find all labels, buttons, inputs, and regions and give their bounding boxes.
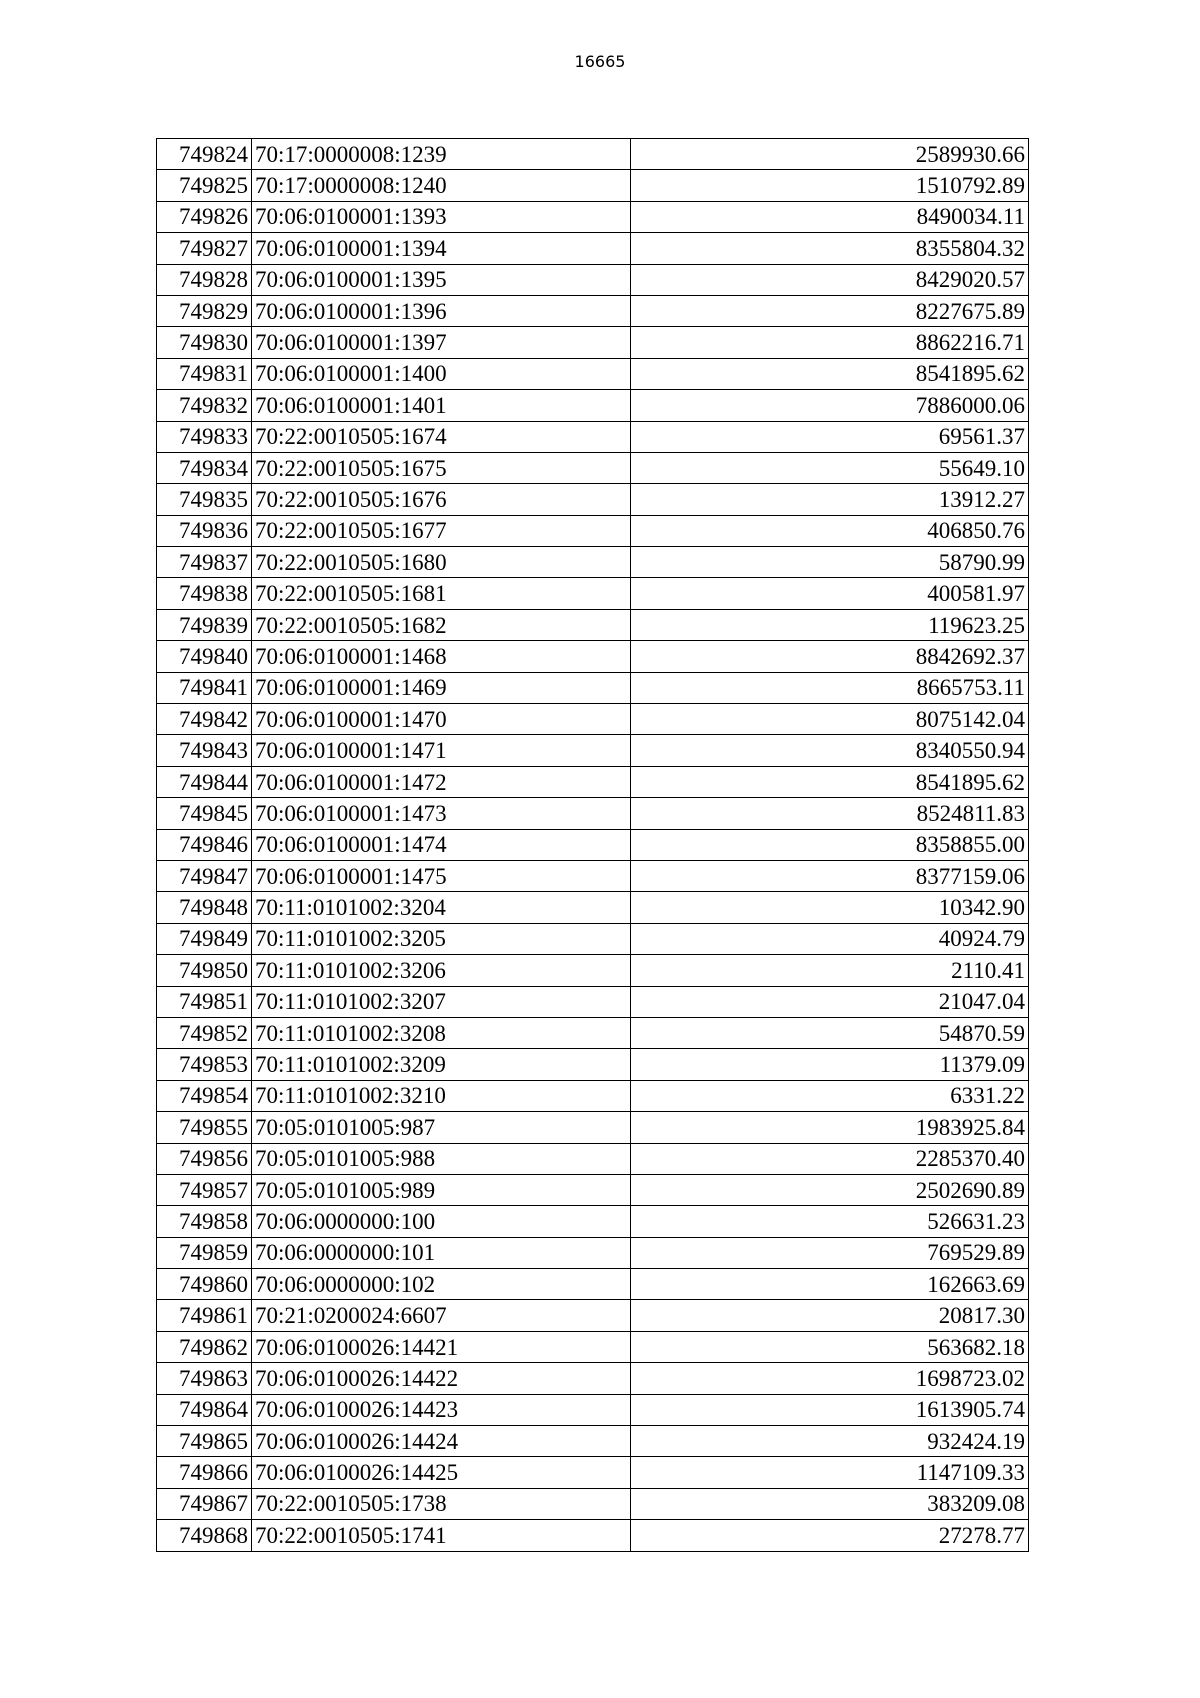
row-number-cell: 749834 bbox=[157, 452, 252, 483]
cadastral-value-cell: 406850.76 bbox=[631, 515, 1029, 546]
table-row bbox=[157, 515, 1029, 546]
row-number-cell: 749848 bbox=[157, 892, 252, 923]
cadastral-number-cell: 70:06:0100026:14424 bbox=[252, 1426, 631, 1457]
row-number-cell: 749841 bbox=[157, 672, 252, 703]
row-number-cell: 749847 bbox=[157, 860, 252, 891]
cadastral-number-cell: 70:06:0100001:1475 bbox=[252, 860, 631, 891]
cadastral-number-cell: 70:17:0000008:1240 bbox=[252, 170, 631, 201]
cadastral-number-cell: 70:22:0010505:1675 bbox=[252, 452, 631, 483]
row-number-cell: 749828 bbox=[157, 264, 252, 295]
cadastral-value-cell: 20817.30 bbox=[631, 1300, 1029, 1331]
cadastral-value-cell: 8075142.04 bbox=[631, 704, 1029, 735]
table-row bbox=[157, 860, 1029, 891]
table-row bbox=[157, 170, 1029, 201]
cadastral-value-cell: 8541895.62 bbox=[631, 358, 1029, 389]
row-number-cell: 749849 bbox=[157, 923, 252, 954]
cadastral-value-cell: 58790.99 bbox=[631, 547, 1029, 578]
table-row bbox=[157, 1394, 1029, 1425]
table-body bbox=[157, 139, 1029, 1552]
table-row bbox=[157, 641, 1029, 672]
table-row bbox=[157, 1174, 1029, 1205]
cadastral-value-cell: 563682.18 bbox=[631, 1331, 1029, 1362]
cadastral-number-cell: 70:06:0100001:1474 bbox=[252, 829, 631, 860]
table-row bbox=[157, 798, 1029, 829]
cadastral-value-cell: 8377159.06 bbox=[631, 860, 1029, 891]
row-number-cell: 749856 bbox=[157, 1143, 252, 1174]
cadastral-value-cell: 8340550.94 bbox=[631, 735, 1029, 766]
row-number-cell: 749830 bbox=[157, 327, 252, 358]
table-row bbox=[157, 609, 1029, 640]
cadastral-number-cell: 70:06:0100001:1393 bbox=[252, 201, 631, 232]
page-number: 16665 bbox=[574, 52, 626, 71]
table-row bbox=[157, 1488, 1029, 1519]
cadastral-value-cell: 8665753.11 bbox=[631, 672, 1029, 703]
cadastral-value-cell: 27278.77 bbox=[631, 1520, 1029, 1551]
table-row bbox=[157, 1457, 1029, 1488]
row-number-cell: 749865 bbox=[157, 1426, 252, 1457]
table-row bbox=[157, 735, 1029, 766]
cadastral-value-cell: 1147109.33 bbox=[631, 1457, 1029, 1488]
table-row bbox=[157, 295, 1029, 326]
cadastral-number-cell: 70:21:0200024:6607 bbox=[252, 1300, 631, 1331]
cadastral-number-cell: 70:22:0010505:1680 bbox=[252, 547, 631, 578]
table-row bbox=[157, 233, 1029, 264]
table-row bbox=[157, 704, 1029, 735]
table-row bbox=[157, 201, 1029, 232]
table-row bbox=[157, 1017, 1029, 1048]
table-row bbox=[157, 452, 1029, 483]
table-row bbox=[157, 1112, 1029, 1143]
cadastral-number-cell: 70:06:0000000:102 bbox=[252, 1269, 631, 1300]
row-number-cell: 749824 bbox=[157, 139, 252, 170]
cadastral-number-cell: 70:06:0100026:14423 bbox=[252, 1394, 631, 1425]
cadastral-value-cell: 10342.90 bbox=[631, 892, 1029, 923]
row-number-cell: 749861 bbox=[157, 1300, 252, 1331]
cadastral-value-cell: 8227675.89 bbox=[631, 295, 1029, 326]
cadastral-value-cell: 8524811.83 bbox=[631, 798, 1029, 829]
cadastral-value-cell: 8842692.37 bbox=[631, 641, 1029, 672]
cadastral-number-cell: 70:06:0100001:1470 bbox=[252, 704, 631, 735]
cadastral-value-cell: 383209.08 bbox=[631, 1488, 1029, 1519]
table-row bbox=[157, 1426, 1029, 1457]
cadastral-value-cell: 13912.27 bbox=[631, 484, 1029, 515]
cadastral-value-cell: 1983925.84 bbox=[631, 1112, 1029, 1143]
row-number-cell: 749857 bbox=[157, 1174, 252, 1205]
row-number-cell: 749867 bbox=[157, 1488, 252, 1519]
table-row bbox=[157, 327, 1029, 358]
cadastral-value-cell: 1510792.89 bbox=[631, 170, 1029, 201]
cadastral-number-cell: 70:05:0101005:987 bbox=[252, 1112, 631, 1143]
row-number-cell: 749853 bbox=[157, 1049, 252, 1080]
table-row bbox=[157, 923, 1029, 954]
cadastral-value-cell: 400581.97 bbox=[631, 578, 1029, 609]
row-number-cell: 749836 bbox=[157, 515, 252, 546]
table-row bbox=[157, 390, 1029, 421]
table-row bbox=[157, 766, 1029, 797]
cadastral-value-cell: 21047.04 bbox=[631, 986, 1029, 1017]
row-number-cell: 749859 bbox=[157, 1237, 252, 1268]
table-row bbox=[157, 1206, 1029, 1237]
row-number-cell: 749844 bbox=[157, 766, 252, 797]
row-number-cell: 749838 bbox=[157, 578, 252, 609]
cadastral-number-cell: 70:06:0000000:101 bbox=[252, 1237, 631, 1268]
row-number-cell: 749827 bbox=[157, 233, 252, 264]
cadastral-number-cell: 70:06:0100001:1469 bbox=[252, 672, 631, 703]
cadastral-number-cell: 70:06:0100001:1471 bbox=[252, 735, 631, 766]
cadastral-value-cell: 8862216.71 bbox=[631, 327, 1029, 358]
row-number-cell: 749837 bbox=[157, 547, 252, 578]
cadastral-value-cell: 6331.22 bbox=[631, 1080, 1029, 1111]
cadastral-value-cell: 769529.89 bbox=[631, 1237, 1029, 1268]
row-number-cell: 749845 bbox=[157, 798, 252, 829]
cadastral-value-cell: 2110.41 bbox=[631, 955, 1029, 986]
cadastral-value-cell: 932424.19 bbox=[631, 1426, 1029, 1457]
row-number-cell: 749860 bbox=[157, 1269, 252, 1300]
table-row bbox=[157, 1363, 1029, 1394]
cadastral-number-cell: 70:06:0100001:1468 bbox=[252, 641, 631, 672]
cadastral-value-cell: 55649.10 bbox=[631, 452, 1029, 483]
cadastral-number-cell: 70:22:0010505:1682 bbox=[252, 609, 631, 640]
cadastral-value-cell: 2589930.66 bbox=[631, 139, 1029, 170]
row-number-cell: 749852 bbox=[157, 1017, 252, 1048]
table-row bbox=[157, 1080, 1029, 1111]
table-row bbox=[157, 484, 1029, 515]
cadastral-number-cell: 70:22:0010505:1677 bbox=[252, 515, 631, 546]
table-row bbox=[157, 421, 1029, 452]
table-row bbox=[157, 986, 1029, 1017]
cadastral-value-cell: 7886000.06 bbox=[631, 390, 1029, 421]
cadastral-value-cell: 1698723.02 bbox=[631, 1363, 1029, 1394]
cadastral-number-cell: 70:11:0101002:3205 bbox=[252, 923, 631, 954]
table-row bbox=[157, 829, 1029, 860]
row-number-cell: 749839 bbox=[157, 609, 252, 640]
cadastral-value-cell: 8541895.62 bbox=[631, 766, 1029, 797]
cadastral-value-cell: 69561.37 bbox=[631, 421, 1029, 452]
cadastral-value-cell: 162663.69 bbox=[631, 1269, 1029, 1300]
row-number-cell: 749868 bbox=[157, 1520, 252, 1551]
row-number-cell: 749846 bbox=[157, 829, 252, 860]
cadastral-value-table bbox=[156, 138, 1029, 1552]
cadastral-number-cell: 70:22:0010505:1676 bbox=[252, 484, 631, 515]
cadastral-number-cell: 70:06:0100001:1396 bbox=[252, 295, 631, 326]
cadastral-number-cell: 70:05:0101005:989 bbox=[252, 1174, 631, 1205]
table-row bbox=[157, 1300, 1029, 1331]
cadastral-number-cell: 70:06:0100026:14422 bbox=[252, 1363, 631, 1394]
cadastral-number-cell: 70:17:0000008:1239 bbox=[252, 139, 631, 170]
row-number-cell: 749858 bbox=[157, 1206, 252, 1237]
cadastral-number-cell: 70:22:0010505:1674 bbox=[252, 421, 631, 452]
cadastral-value-cell: 40924.79 bbox=[631, 923, 1029, 954]
table-row bbox=[157, 578, 1029, 609]
row-number-cell: 749826 bbox=[157, 201, 252, 232]
row-number-cell: 749825 bbox=[157, 170, 252, 201]
cadastral-number-cell: 70:11:0101002:3209 bbox=[252, 1049, 631, 1080]
cadastral-number-cell: 70:06:0100026:14421 bbox=[252, 1331, 631, 1362]
row-number-cell: 749829 bbox=[157, 295, 252, 326]
cadastral-number-cell: 70:06:0100001:1395 bbox=[252, 264, 631, 295]
row-number-cell: 749843 bbox=[157, 735, 252, 766]
table-row bbox=[157, 1331, 1029, 1362]
cadastral-number-cell: 70:05:0101005:988 bbox=[252, 1143, 631, 1174]
cadastral-number-cell: 70:11:0101002:3207 bbox=[252, 986, 631, 1017]
table-row bbox=[157, 264, 1029, 295]
row-number-cell: 749851 bbox=[157, 986, 252, 1017]
cadastral-value-cell: 8490034.11 bbox=[631, 201, 1029, 232]
cadastral-value-cell: 11379.09 bbox=[631, 1049, 1029, 1080]
cadastral-number-cell: 70:06:0100001:1472 bbox=[252, 766, 631, 797]
cadastral-number-cell: 70:06:0100001:1400 bbox=[252, 358, 631, 389]
cadastral-value-cell: 54870.59 bbox=[631, 1017, 1029, 1048]
cadastral-number-cell: 70:11:0101002:3206 bbox=[252, 955, 631, 986]
table-row bbox=[157, 1049, 1029, 1080]
row-number-cell: 749832 bbox=[157, 390, 252, 421]
cadastral-number-cell: 70:11:0101002:3204 bbox=[252, 892, 631, 923]
cadastral-number-cell: 70:06:0000000:100 bbox=[252, 1206, 631, 1237]
cadastral-number-cell: 70:22:0010505:1681 bbox=[252, 578, 631, 609]
cadastral-number-cell: 70:11:0101002:3210 bbox=[252, 1080, 631, 1111]
row-number-cell: 749840 bbox=[157, 641, 252, 672]
cadastral-value-cell: 2285370.40 bbox=[631, 1143, 1029, 1174]
row-number-cell: 749850 bbox=[157, 955, 252, 986]
row-number-cell: 749862 bbox=[157, 1331, 252, 1362]
table-row bbox=[157, 672, 1029, 703]
cadastral-value-cell: 8429020.57 bbox=[631, 264, 1029, 295]
table-row bbox=[157, 955, 1029, 986]
cadastral-value-cell: 8355804.32 bbox=[631, 233, 1029, 264]
cadastral-value-cell: 119623.25 bbox=[631, 609, 1029, 640]
cadastral-value-cell: 8358855.00 bbox=[631, 829, 1029, 860]
table-row bbox=[157, 1520, 1029, 1551]
table-row bbox=[157, 892, 1029, 923]
cadastral-value-cell: 1613905.74 bbox=[631, 1394, 1029, 1425]
cadastral-number-cell: 70:06:0100026:14425 bbox=[252, 1457, 631, 1488]
row-number-cell: 749835 bbox=[157, 484, 252, 515]
row-number-cell: 749831 bbox=[157, 358, 252, 389]
cadastral-number-cell: 70:22:0010505:1741 bbox=[252, 1520, 631, 1551]
table-row bbox=[157, 139, 1029, 170]
row-number-cell: 749833 bbox=[157, 421, 252, 452]
cadastral-number-cell: 70:11:0101002:3208 bbox=[252, 1017, 631, 1048]
cadastral-value-cell: 2502690.89 bbox=[631, 1174, 1029, 1205]
table-row bbox=[157, 358, 1029, 389]
cadastral-value-cell: 526631.23 bbox=[631, 1206, 1029, 1237]
table-row bbox=[157, 1269, 1029, 1300]
cadastral-number-cell: 70:06:0100001:1473 bbox=[252, 798, 631, 829]
cadastral-number-cell: 70:06:0100001:1397 bbox=[252, 327, 631, 358]
cadastral-number-cell: 70:06:0100001:1401 bbox=[252, 390, 631, 421]
cadastral-number-cell: 70:06:0100001:1394 bbox=[252, 233, 631, 264]
row-number-cell: 749855 bbox=[157, 1112, 252, 1143]
row-number-cell: 749864 bbox=[157, 1394, 252, 1425]
table-row bbox=[157, 1237, 1029, 1268]
row-number-cell: 749842 bbox=[157, 704, 252, 735]
row-number-cell: 749866 bbox=[157, 1457, 252, 1488]
cadastral-number-cell: 70:22:0010505:1738 bbox=[252, 1488, 631, 1519]
row-number-cell: 749863 bbox=[157, 1363, 252, 1394]
table-row bbox=[157, 1143, 1029, 1174]
table-row bbox=[157, 547, 1029, 578]
row-number-cell: 749854 bbox=[157, 1080, 252, 1111]
